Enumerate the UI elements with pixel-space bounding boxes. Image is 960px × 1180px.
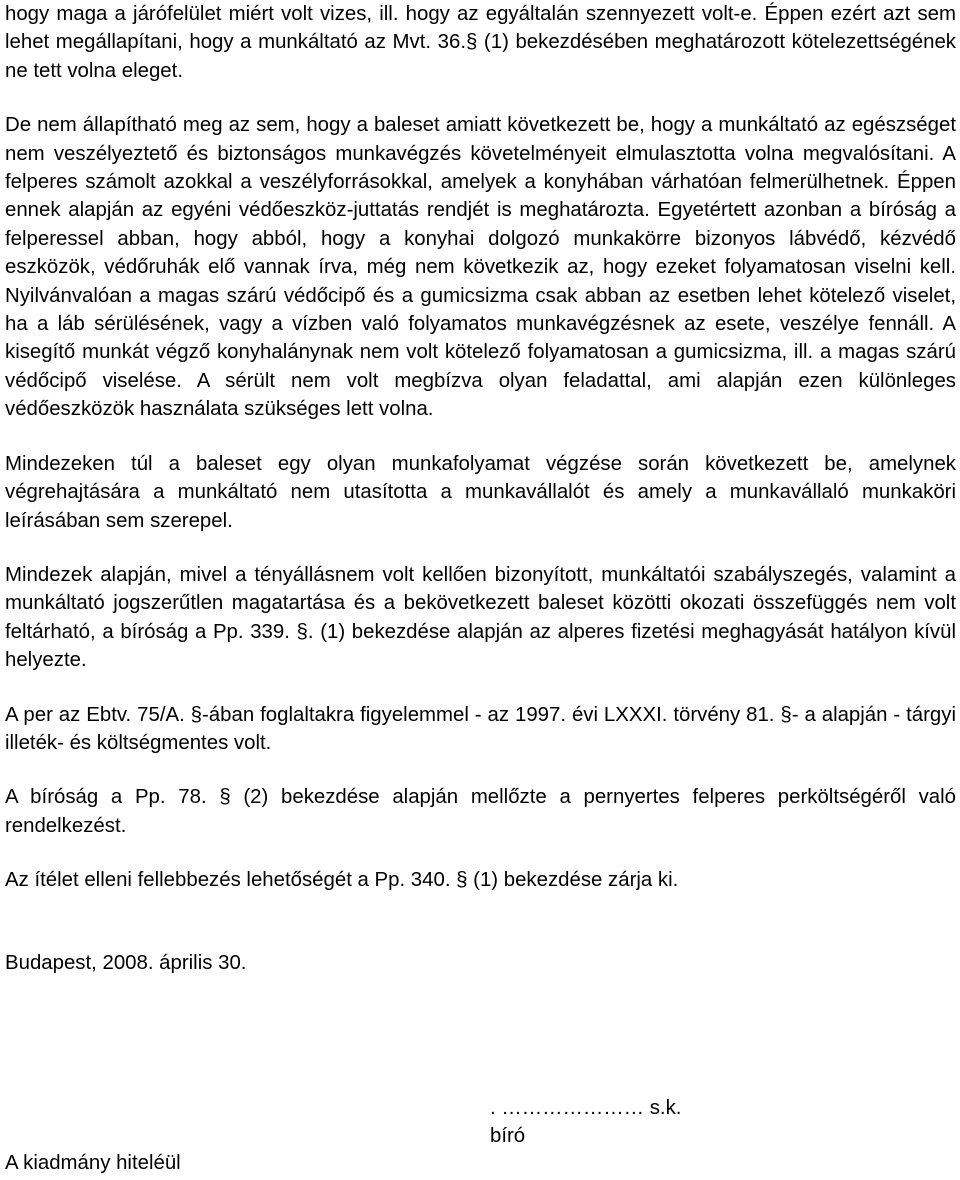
paragraph-6: A bíróság a Pp. 78. § (2) bekezdése alapján mellőzte a pernyertes felperes perköltségéről való rendelkezést. xyxy=(5,786,956,837)
paragraph-2: De nem állapítható meg az sem, hogy a baleset amiatt következett be, hogy a munkáltató az egészséget nem veszélyeztető és biztonságos munkavégzés követelményeit elmulasztotta volna megvalósítani. A felperes számolt azokkal a veszélyforrásokkal, amelyek a konyhában várhatóan felmerülhetnek. Éppen ennek alapján az egyéni védőeszköz-juttatás rendjét is meghatározta. Egyetértett azonban a bíróság a felperessel abban, hogy abból, hogy a konyhai dolgozó munkakörre bizonyos lábvédő, kézvédő eszközök, védőruhák elő vannak írva, még nem következik az, hogy ezeket folyamatosan viselni kell. Nyilvánvalóan a magas szárú védőcipő és a gumicsizma csak abban az esetben lehet kötelező viselet, ha a láb sérülésének, vagy a vízben való folyamatos munkavégzésnek az esete, veszélye fennáll. A kisegítő munkát végző konyhalánynak nem volt kötelező folyamatosan a gumicsizma, ill. a magas szárú védőcipő viselése. A sérült nem volt megbízva olyan feladattal, ami alapján ezen különleges védőeszközök használata szükséges lett volna. xyxy=(5,114,956,421)
paragraph-1: hogy maga a járófelület miért volt vizes, ill. hogy az egyáltalán szennyezett volt-e. Éppen ezért azt sem lehet megállapítani, hogy a munkáltató az Mvt. 36.§ (1) bekezdésében meghatározott kötelezettségének ne tett volna eleget. xyxy=(5,3,956,82)
paragraph-7: Az ítélet elleni fellebbezés lehetőségét a Pp. 340. § (1) bekezdése zárja ki. xyxy=(5,869,679,892)
signature-line: . ………………… s.k. xyxy=(490,1097,682,1119)
paragraph-5: A per az Ebtv. 75/A. §-ában foglaltakra figyelemmel - az 1997. évi LXXXI. törvény 81. §- a alapján - tárgyi illeték- és költségmentes volt. xyxy=(5,703,956,754)
signature-title: bíró xyxy=(490,1125,526,1147)
certification-note: A kiadmány hiteléül xyxy=(5,1152,181,1174)
paragraph-4: Mindezek alapján, mivel a tényállásnem volt kellően bizonyított, munkáltatói szabályszegés, valamint a munkáltató jogszerűtlen magatartása és a bekövetkezett baleset közötti okozati összefüggés nem volt feltárható, a bíróság a Pp. 339. §. (1) bekezdése alapján az alperes fizetési meghagyását hatályon kívül helyezte. xyxy=(5,563,956,672)
document-date: Budapest, 2008. április 30. xyxy=(5,951,247,974)
document-body xyxy=(5,0,956,977)
paragraph-3: Mindezeken túl a baleset egy olyan munkafolyamat végzése során következett be, amelynek végrehajtására a munkáltató nem utasította a munkavállalót és amely a munkavállaló munkaköri leírásában sem szerepel. xyxy=(5,452,956,532)
